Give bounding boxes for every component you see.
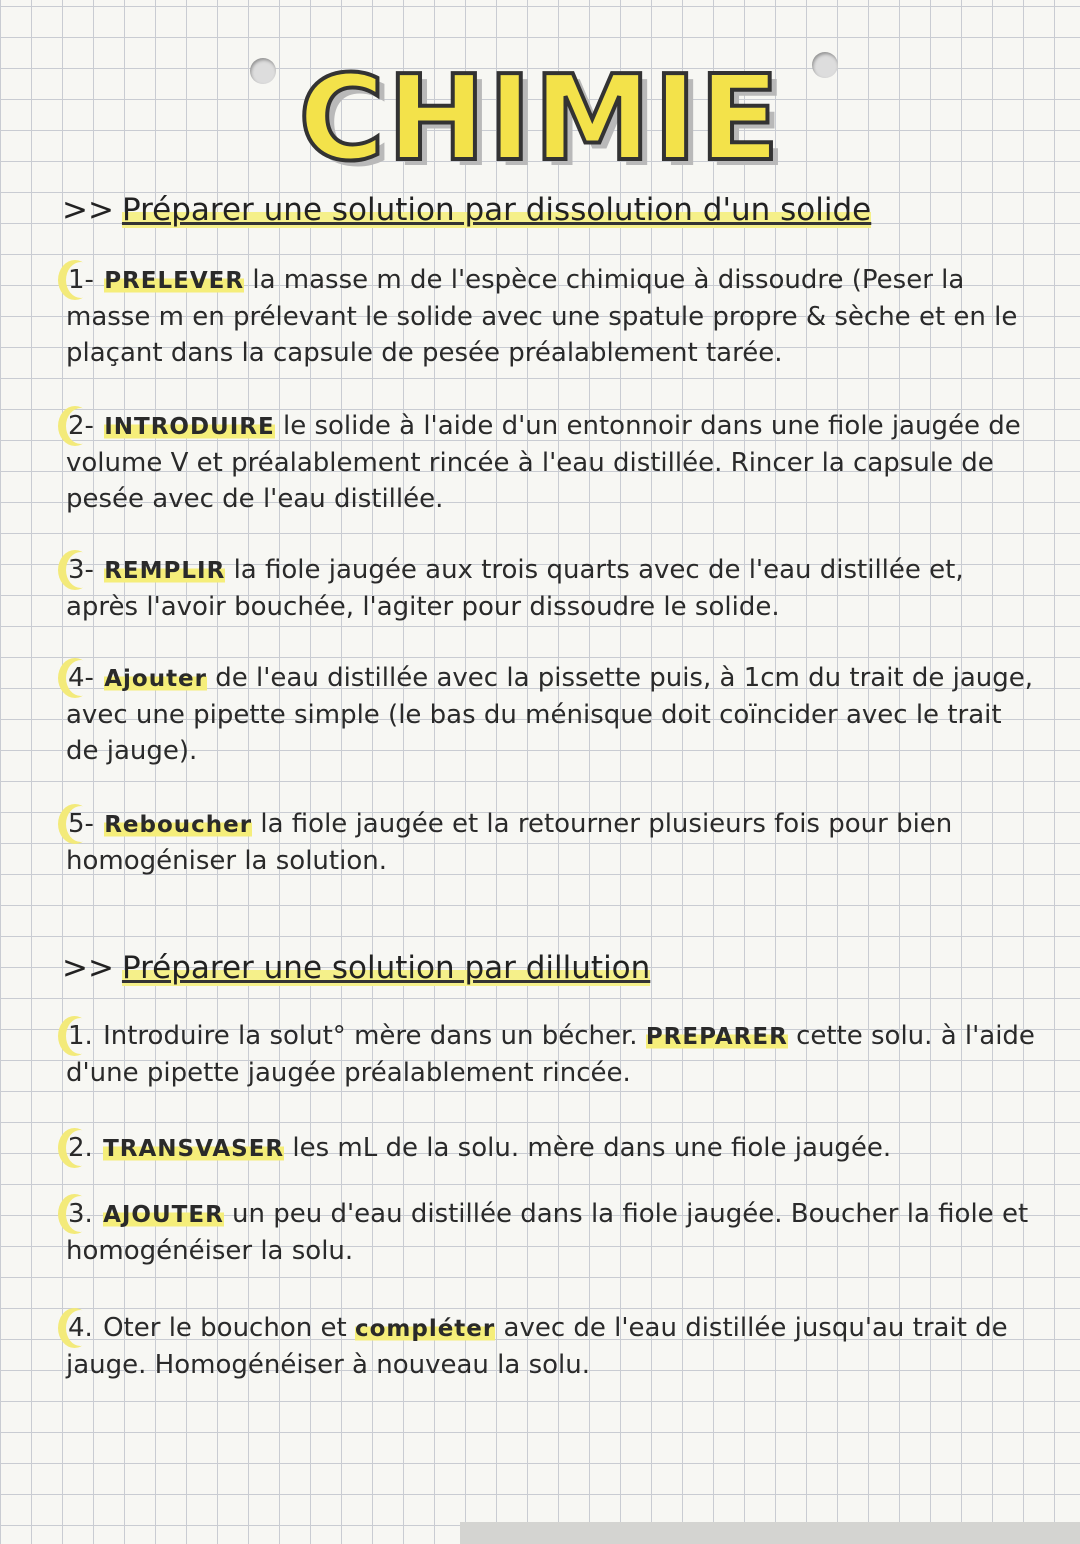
arrow-icon: >> <box>62 192 114 228</box>
step-dissolution-2 <box>66 408 1040 517</box>
step-text: avec de l'eau distillée jusqu'au trait de jauge. Homogénéiser à nouveau la solu. <box>66 1313 1008 1380</box>
step-number: 1- <box>66 262 96 298</box>
step-keyword: TRANSVASER <box>103 1136 285 1162</box>
step-number: 3- <box>66 552 96 588</box>
step-keyword: INTRODUIRE <box>104 414 275 440</box>
step-dissolution-4 <box>66 660 1040 769</box>
arrow-icon: >> <box>62 950 114 986</box>
step-text: un peu d'eau distillée dans la fiole jaugée. Boucher la fiole et homogénéiser la solu. <box>66 1199 1029 1266</box>
step-text: la fiole jaugée aux trois quarts avec de l'eau distillée et, après l'avoir bouchée, l'agiter pour dissoudre le solide. <box>66 555 964 622</box>
step-dilution-2 <box>66 1130 1040 1167</box>
step-dilution-1 <box>66 1018 1040 1091</box>
title-block <box>270 48 810 188</box>
step-keyword: REMPLIR <box>104 558 226 584</box>
step-number: 4- <box>66 660 96 696</box>
section-heading-text: Préparer une solution par dillution <box>121 950 651 986</box>
step-text: la fiole jaugée et la retourner plusieurs fois pour bien homogéniser la solution. <box>66 809 953 876</box>
step-text: cette solu. à l'aide d'une pipette jaugée préalablement rincée. <box>66 1021 1035 1088</box>
page-edge-shadow <box>460 1522 1080 1544</box>
section-heading-dissolution <box>62 192 871 228</box>
step-keyword: PREPARER <box>645 1024 788 1050</box>
step-text: le solide à l'aide d'un entonnoir dans une fiole jaugée de volume V et préalablement rincée à l'eau distillée. Rincer la capsule de pesée avec de l'eau distillée. <box>66 411 1021 514</box>
step-keyword: Ajouter <box>104 666 207 692</box>
step-keyword: compléter <box>354 1316 496 1342</box>
step-number: 4. <box>66 1310 95 1346</box>
punch-hole-right <box>812 52 838 78</box>
step-number: 2- <box>66 408 96 444</box>
section-heading-text: Préparer une solution par dissolution d'un solide <box>121 192 872 228</box>
step-dilution-4 <box>66 1310 1040 1383</box>
step-number: 2. <box>66 1130 95 1166</box>
step-text: les mL de la solu. mère dans une fiole jaugée. <box>292 1133 892 1163</box>
step-pre-text: Introduire la solut° mère dans un bécher. <box>103 1021 638 1051</box>
step-pre-text: Oter le bouchon et <box>103 1313 347 1343</box>
step-dilution-3 <box>66 1196 1040 1269</box>
section-heading-dilution <box>62 950 650 986</box>
step-number: 5- <box>66 806 96 842</box>
step-dissolution-5 <box>66 806 1040 879</box>
step-keyword: AJOUTER <box>103 1202 224 1228</box>
step-keyword: PRELEVER <box>104 268 245 294</box>
step-keyword: Reboucher <box>104 812 253 838</box>
step-dissolution-1 <box>66 262 1040 371</box>
step-number: 3. <box>66 1196 95 1232</box>
step-number: 1. <box>66 1018 95 1054</box>
step-text: la masse m de l'espèce chimique à dissoudre (Peser la masse m en prélevant le solide avec une spatule propre & sèche et en le plaçant dans la capsule de pesée préalablement tarée. <box>66 265 1018 368</box>
page-title: CHIMIE <box>298 49 782 187</box>
step-dissolution-3 <box>66 552 1040 625</box>
step-text: de l'eau distillée avec la pissette puis, à 1cm du trait de jauge, avec une pipette simple (le bas du ménisque doit coïncider avec le trait de jauge). <box>66 663 1034 766</box>
